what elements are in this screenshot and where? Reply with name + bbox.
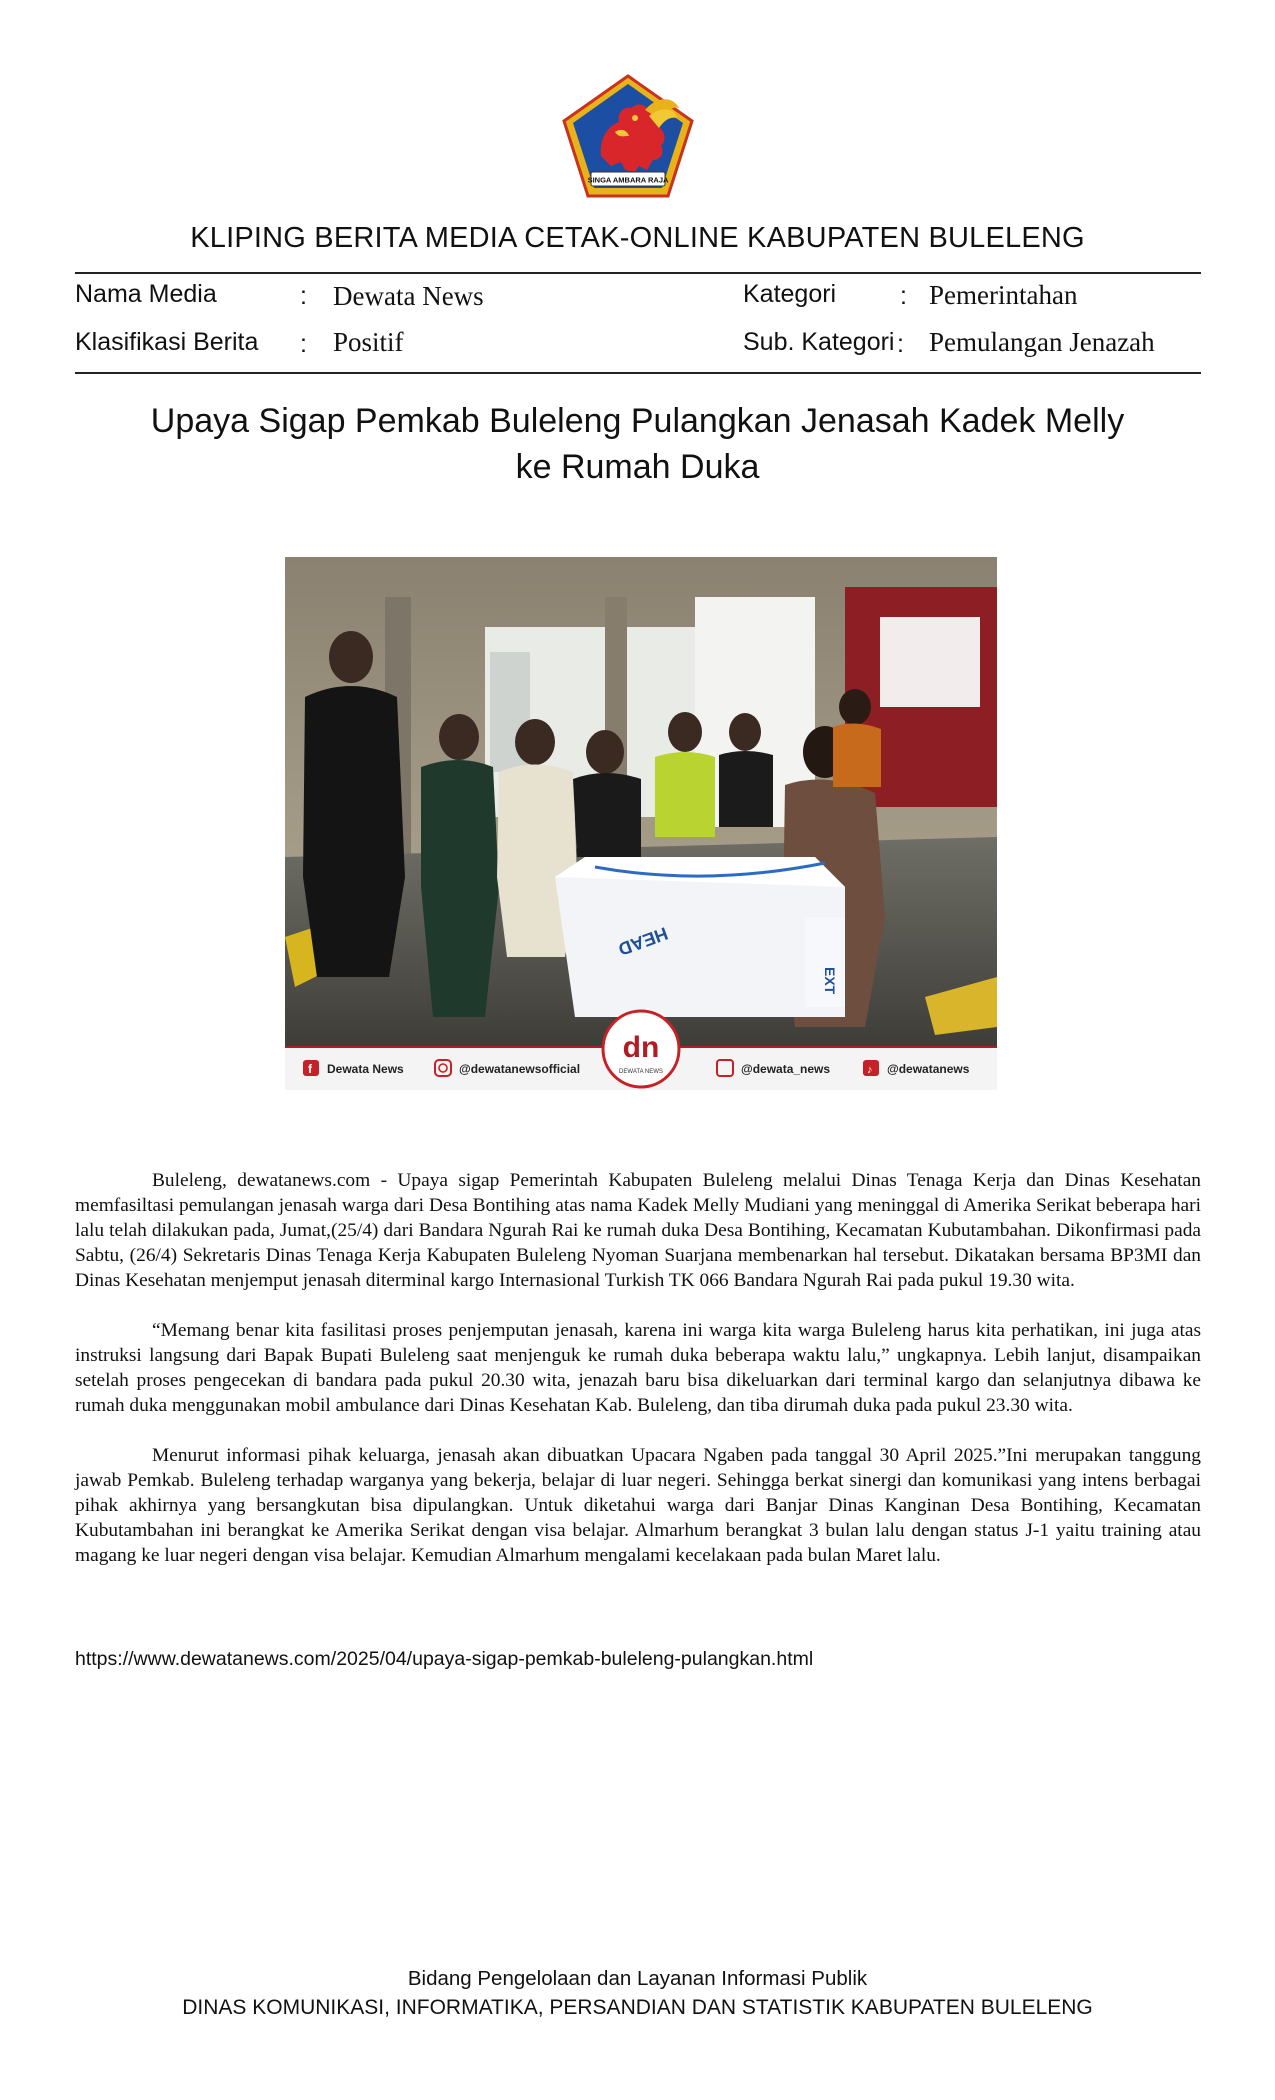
header-rule-top [75,272,1201,274]
nama-media-label: Nama Media [75,280,217,308]
article-paragraph-1: Buleleng, dewatanews.com - Upaya sigap Pemerintah Kabupaten Buleleng melalui Dinas Tenaga Kerja dan Dinas Kesehatan memfasiltasi pemulangan jenasah warga dari Desa Bontihing atas nama Kadek Melly Mudiani yang meninggal di Amerika Serikat beberapa hari lalu telah dilakukan pada, Jumat,(25/4) dari Bandara Ngurah Rai ke rumah duka Desa Bontihing, Kecamatan Kubutambahan. Dikonfirmasi pada Sabtu, (26/4) Sekretaris Dinas Tenaga Kerja Kabupaten Buleleng Nyoman Suarjana membenarkan hal tersebut. Dikatakan bersama BP3MI dan Dinas Kesehatan menjemput jenasah diterminal kargo Internasional Turkish TK 066 Bandara Ngurah Rai pada pukul 19.30 wita. [75,1170,1201,1291]
singa-ambara-raja-crest-icon [561,74,695,200]
photo-box-label: HEAD [615,923,671,960]
social-tiktok-handle: @dewatanews [887,1062,970,1076]
article-body [75,1168,1201,1593]
article-paragraph-3: Menurut informasi pihak keluarga, jenasah akan dibuatkan Upacara Ngaben pada tanggal 30 April 2025.”Ini merupakan tanggung jawab Pemkab. Buleleng terhadap warganya yang bekerja, belajar di luar negeri. Sehingga berkat sinergi dan komunikasi yang intens berbagai pihak akhirnya yang bersangkutan bisa dipulangkan. Untuk diketahui warga dari Banjar Dinas Kanginan Desa Bontihing, Kecamatan Kubutambahan ini berangkat ke Amerika Serikat dengan visa belajar. Almarhum berangkat 3 bulan lalu dengan status J-1 yaitu training atau magang ke luar negeri dengan visa belajar. Kemudian Almarhum mengalami kecelakaan pada bulan Maret lalu. [75,1445,1201,1566]
klasifikasi-label: Klasifikasi Berita [75,328,259,356]
nama-media-colon: : [300,282,307,310]
article-paragraph-2: “Memang benar kita fasilitasi proses penjemputan jenasah, karena ini warga kita warga Buleleng harus kita perhatikan, ini juga atas instruksi langsung dari Bapak Bupati Buleleng saat menjenguk ke rumah duka beberapa waktu lalu,” ungkapnya. Lebih lanjut, disampaikan setelah proses pengecekan di bandara pada pukul 20.30 wita, jenazah baru bisa dikeluarkan dari terminal kargo dan selanjutnya dibawa ke rumah duka menggunakan mobil ambulance dari Dinas Kesehatan Kab. Buleleng, dan tiba dirumah duka pada pukul 23.30 wita. [75,1320,1201,1416]
article-title [100,398,1175,490]
sub-kategori-value: Pemulangan Jenazah [929,327,1155,357]
social-twitter-handle: @dewata_news [741,1062,831,1076]
kategori-colon: : [900,282,907,310]
klasifikasi-colon: : [300,330,307,358]
kategori-label: Kategori [743,280,837,308]
header-rule-bottom [75,372,1201,374]
sub-kategori-label: Sub. Kategori [743,328,895,356]
news-photo [285,557,997,1090]
svg-text:SINGA AMBARA RAJA: SINGA AMBARA RAJA [587,175,669,185]
nama-media-value: Dewata News [333,281,484,311]
social-facebook-handle: Dewata News [327,1062,404,1076]
social-instagram-handle: @dewatanewsofficial [459,1062,581,1076]
kategori-value: Pemerintahan [929,280,1078,310]
article-title-line-2: ke Rumah Duka [515,448,760,486]
klasifikasi-value: Positif [333,327,404,357]
footer-unit-name: Bidang Pengelolaan dan Layanan Informasi Publik [407,1967,868,1990]
footer-department-name: DINAS KOMUNIKASI, INFORMATIKA, PERSANDIAN DAN STATISTIK KABUPATEN BULELENG [182,1996,1093,2019]
svg-text:dn: dn [622,1031,660,1064]
photo-side-label: EXT [822,967,838,995]
article-title-line-1: Upaya Sigap Pemkab Buleleng Pulangkan Jenasah Kadek Melly [150,402,1125,440]
source-url-link[interactable]: https://www.dewatanews.com/2025/04/upaya-sigap-pemkab-buleleng-pulangkan.html [75,1648,814,1670]
clipping-header-title: KLIPING BERITA MEDIA CETAK-ONLINE KABUPATEN BULELENG [190,222,1085,254]
svg-text:f: f [308,1062,312,1076]
svg-text:♪: ♪ [867,1064,873,1076]
svg-text:DEWATA NEWS: DEWATA NEWS [619,1069,663,1075]
sub-kategori-colon: : [897,330,904,358]
